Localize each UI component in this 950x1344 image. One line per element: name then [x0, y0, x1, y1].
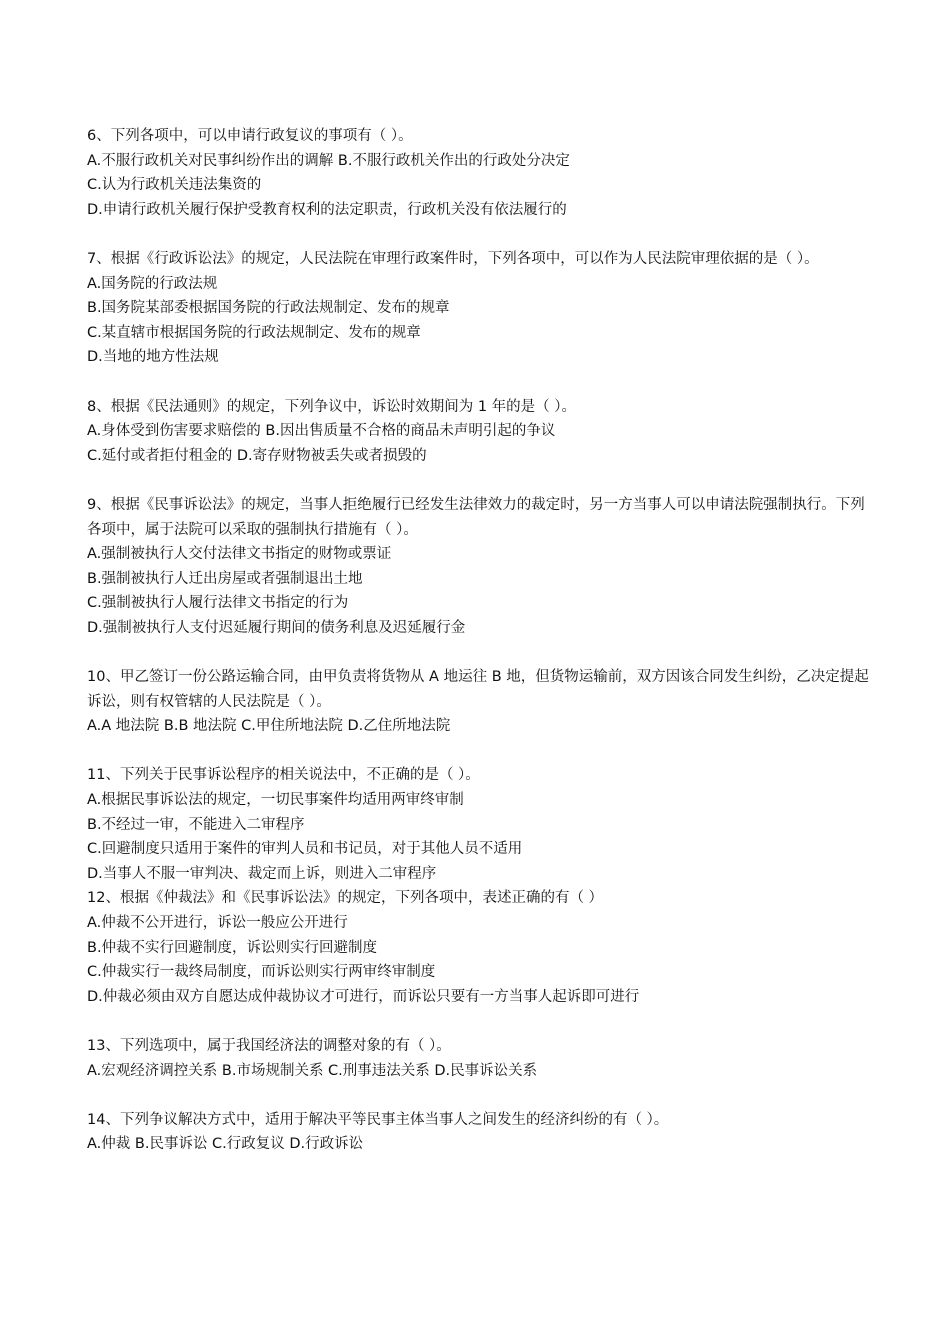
question-option: C.回避制度只适用于案件的审判人员和书记员，对于其他人员不适用 — [87, 841, 523, 858]
question-11 — [87, 763, 872, 886]
question-10 — [87, 665, 872, 739]
question-stem: 14、下列争议解决方式中，适用于解决平等民事主体当事人之间发生的经济纠纷的有（ ）。 — [87, 1111, 669, 1128]
question-option: A.身体受到伤害要求赔偿的 B.因出售质量不合格的商品未声明引起的争议 — [87, 423, 556, 440]
question-option: A.宏观经济调控关系 B.市场规制关系 C.刑事违法关系 D.民事诉讼关系 — [87, 1062, 538, 1079]
question-option: B.不经过一审，不能进入二审程序 — [87, 816, 305, 833]
question-option: D.当地的地方性法规 — [87, 349, 219, 366]
question-option: B.强制被执行人迁出房屋或者强制退出土地 — [87, 570, 363, 587]
question-option: A.强制被执行人交付法律文书指定的财物或票证 — [87, 546, 392, 563]
question-option: A.A 地法院 B.B 地法院 C.甲住所地法院 D.乙住所地法院 — [87, 718, 451, 735]
question-option: D.强制被执行人支付迟延履行期间的债务利息及迟延履行金 — [87, 619, 466, 636]
question-option: A.仲裁不公开进行，诉讼一般应公开进行 — [87, 915, 348, 931]
question-option: C.强制被执行人履行法律文书指定的行为 — [87, 595, 349, 612]
question-stem: 10、甲乙签订一份公路运输合同，由甲负责将货物从 A 地运往 B 地，但货物运输前，双方因该合同发生纠纷，乙决定提起诉讼，则有权管辖的人民法院是（ ）。 — [87, 669, 869, 710]
question-option: B.国务院某部委根据国务院的行政法规制定、发布的规章 — [87, 300, 450, 317]
question-stem: 9、根据《民事诉讼法》的规定，当事人拒绝履行已经发生法律效力的裁定时，另一方当事人可以申请法院强制执行。下列各项中，属于法院可以采取的强制执行措施有（ ）。 — [87, 496, 865, 538]
question-option: A.根据民事诉讼法的规定，一切民事案件均适用两审终审制 — [87, 792, 464, 809]
question-option: C.延付或者拒付租金的 D.寄存财物被丢失或者损毁的 — [87, 447, 427, 464]
question-list — [87, 124, 872, 1182]
question-option: A.不服行政机关对民事纠纷作出的调解 B.不服行政机关作出的行政处分决定 — [87, 152, 570, 169]
question-6 — [87, 124, 872, 222]
question-stem: 7、根据《行政诉讼法》的规定，人民法院在审理行政案件时，下列各项中，可以作为人民法院审理依据的是（ ）。 — [87, 250, 819, 267]
question-option: C.某直辖市根据国务院的行政法规制定、发布的规章 — [87, 324, 421, 341]
question-stem: 13、下列选项中，属于我国经济法的调整对象的有（ ）。 — [87, 1037, 451, 1054]
question-option: D.申请行政机关履行保护受教育权利的法定职责，行政机关没有依法履行的 — [87, 201, 567, 218]
question-stem: 8、根据《民法通则》的规定，下列争议中，诉讼时效期间为 1 年的是（ ）。 — [87, 398, 577, 415]
question-stem: 11、下列关于民事诉讼程序的相关说法中，不正确的是（ ）。 — [87, 767, 480, 784]
question-option: C.认为行政机关违法集资的 — [87, 177, 262, 194]
question-option: D.仲裁必须由双方自愿达成仲裁协议才可进行，而诉讼只要有一方当事人起诉即可进行 — [87, 988, 640, 1005]
question-14 — [87, 1108, 872, 1157]
question-stem: 12、根据《仲裁法》和《民事诉讼法》的规定，下列各项中，表述正确的有（ ） — [87, 890, 604, 907]
question-9 — [87, 493, 872, 641]
question-8 — [87, 395, 872, 469]
question-option: C.仲裁实行一裁终局制度，而诉讼则实行两审终审制度 — [87, 964, 436, 981]
question-stem: 6、下列各项中，可以申请行政复议的事项有（ ）。 — [87, 128, 413, 144]
question-option: B.仲裁不实行回避制度，诉讼则实行回避制度 — [87, 939, 378, 956]
question-option: A.仲裁 B.民事诉讼 C.行政复议 D.行政诉讼 — [87, 1136, 364, 1153]
question-7 — [87, 247, 872, 370]
question-13 — [87, 1034, 872, 1083]
question-option: D.当事人不服一审判决、裁定而上诉，则进入二审程序 — [87, 865, 437, 882]
question-12 — [87, 886, 872, 1009]
question-option: A.国务院的行政法规 — [87, 275, 218, 292]
